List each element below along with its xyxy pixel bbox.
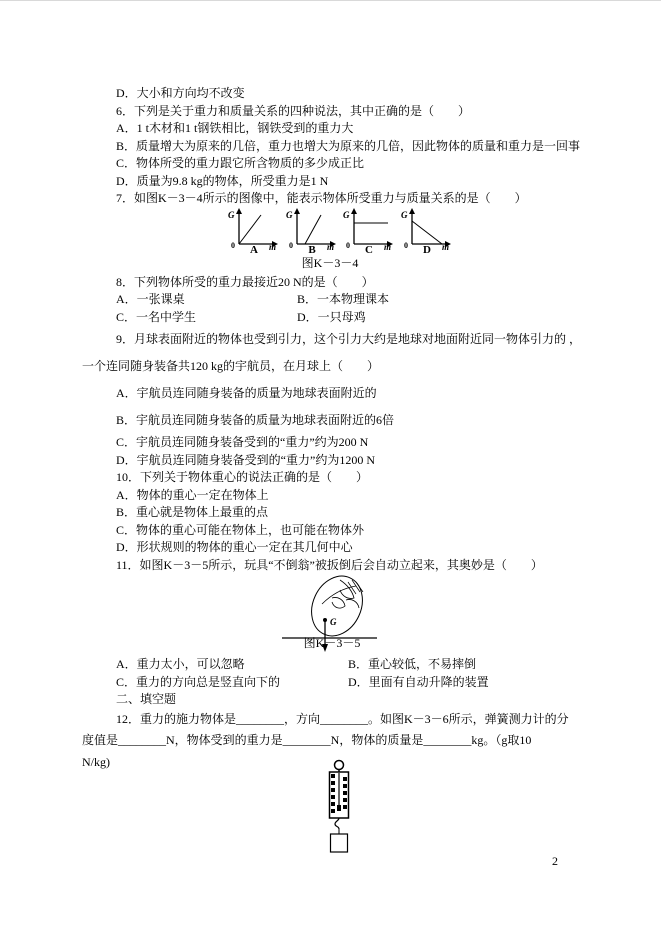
graph-b-ylabel: G: [286, 209, 293, 220]
q8-options-row-1: [82, 291, 582, 309]
q12-line3: N/kg): [82, 754, 110, 769]
q11-options-row-2: [82, 674, 582, 692]
q6-option-b: B．质量增大为原来的几倍，重力也增大为原来的几倍，因此物体的质量和重力是一回事: [116, 138, 581, 153]
q11-option-a: A．重力太小，可以忽略: [116, 657, 245, 671]
q7-stem: 7．如图K－3－4所示的图像中，能表示物体所受重力与质量关系的是（ ）: [116, 191, 527, 205]
q5-option-d: D．大小和方向均不改变: [116, 86, 245, 100]
q10-stem: 10．下列关于物体重心的说法正确的是（ ）: [116, 470, 369, 484]
q11-stem: 11．如图K－3－5所示，玩具“不倒翁”被扳倒后会自动立起来，其奥妙是（ ）: [116, 557, 543, 572]
q6-stem: 6．下列是关于重力和质量关系的四种说法，其中正确的是（ ）: [116, 103, 471, 118]
q9-option-b: B．宇航员连同随身装备的质量为地球表面附近的6倍: [116, 413, 395, 427]
q6-option-d: D．质量为9.8 kg的物体，所受重力是1 N: [116, 173, 329, 188]
figure-k-3-5: [82, 574, 582, 656]
q6-option-a: A．1 t木材和1 t钢铁相比，钢铁受到的重力大: [116, 121, 354, 135]
figure-k-3-4-caption: 图K－3－4: [301, 255, 359, 270]
figure-k-3-6: [82, 773, 582, 935]
graph-a-label: A: [250, 243, 258, 256]
q8-stem: 8．下列物体所受的重力最接近20 N的是（ ）: [116, 274, 374, 289]
q9-option-a: A．宇航员连同随身装备的质量为地球表面附近的: [116, 386, 377, 400]
q10-option-b: B．重心就是物体上最重的点: [116, 505, 269, 519]
figure-k-3-5-caption: 图K－3－5: [303, 636, 361, 650]
q6-option-c: C．物体所受的重力跟它所含物质的多少成正比: [116, 156, 365, 170]
q11-option-b: B．重心较低，不易摔倒: [348, 657, 477, 671]
q9-stem-line2: 一个连同随身装备共120 kg的宇航员，在月球上（ ）: [82, 359, 380, 373]
q8-option-d: D．一只母鸡: [297, 309, 366, 324]
q8-option-c: C．一名中学生: [116, 309, 197, 324]
q10-option-c: C．物体的重心可能在物体上，也可能在物体外: [116, 522, 365, 537]
q11-options-row-1: [82, 656, 582, 674]
spring-scale-illustration: [324, 759, 356, 853]
q8-options-row-2: [82, 309, 582, 327]
graph-a-ylabel: G: [228, 209, 235, 220]
q10-option-d: D．形状规则的物体的重心一定在其几何中心: [116, 540, 353, 554]
q12-line2: 度值是________N，物体受到的重力是________N，物体的质量是________kg。（g取10: [82, 733, 532, 747]
q11-option-d: D．里面有自动升降的装置: [348, 674, 489, 689]
graph-a-xlabel: m: [269, 241, 277, 250]
q9-stem-line1: 9．月球表面附近的物体也受到引力，这个引力大约是地球对地面附近同一物体引力的 ，: [116, 332, 582, 346]
graph-d-ylabel: G: [401, 209, 408, 220]
graph-d-label: D: [423, 243, 431, 256]
q9-option-d: D．宇航员连同随身装备受到的“重力”约为1200 N: [116, 452, 375, 467]
graph-a-origin: 0: [231, 240, 235, 250]
tumbler-gravity-label: G: [330, 617, 337, 627]
q12-line1: 12．重力的施力物体是________，方向________。如图K－3－6所示，弹簧测力计的分: [116, 711, 569, 726]
graph-c-ylabel: G: [343, 209, 350, 220]
section-2-title: 二、填空题: [116, 692, 177, 706]
worksheet-content: [82, 85, 582, 935]
graph-d-origin: 0: [404, 240, 408, 250]
graph-c-origin: 0: [346, 240, 350, 250]
q11-option-c: C．重力的方向总是竖直向下的: [116, 674, 281, 689]
graph-b-label: B: [308, 243, 316, 256]
q8-option-b: B．一本物理课本: [297, 292, 390, 306]
figure-k-3-4: [82, 208, 582, 274]
graph-d-xlabel: m: [442, 241, 450, 250]
graph-c-label: C: [365, 243, 373, 256]
graph-c-xlabel: m: [384, 241, 392, 250]
q9-option-c: C．宇航员连同随身装备受到的“重力”约为200 N: [116, 435, 369, 449]
q8-option-a: A．一张课桌: [116, 292, 185, 306]
graph-b-origin: 0: [289, 240, 293, 250]
page-number: 2: [552, 854, 558, 868]
q10-option-a: A．物体的重心一定在物体上: [116, 487, 269, 502]
graph-b-xlabel: m: [327, 241, 335, 250]
